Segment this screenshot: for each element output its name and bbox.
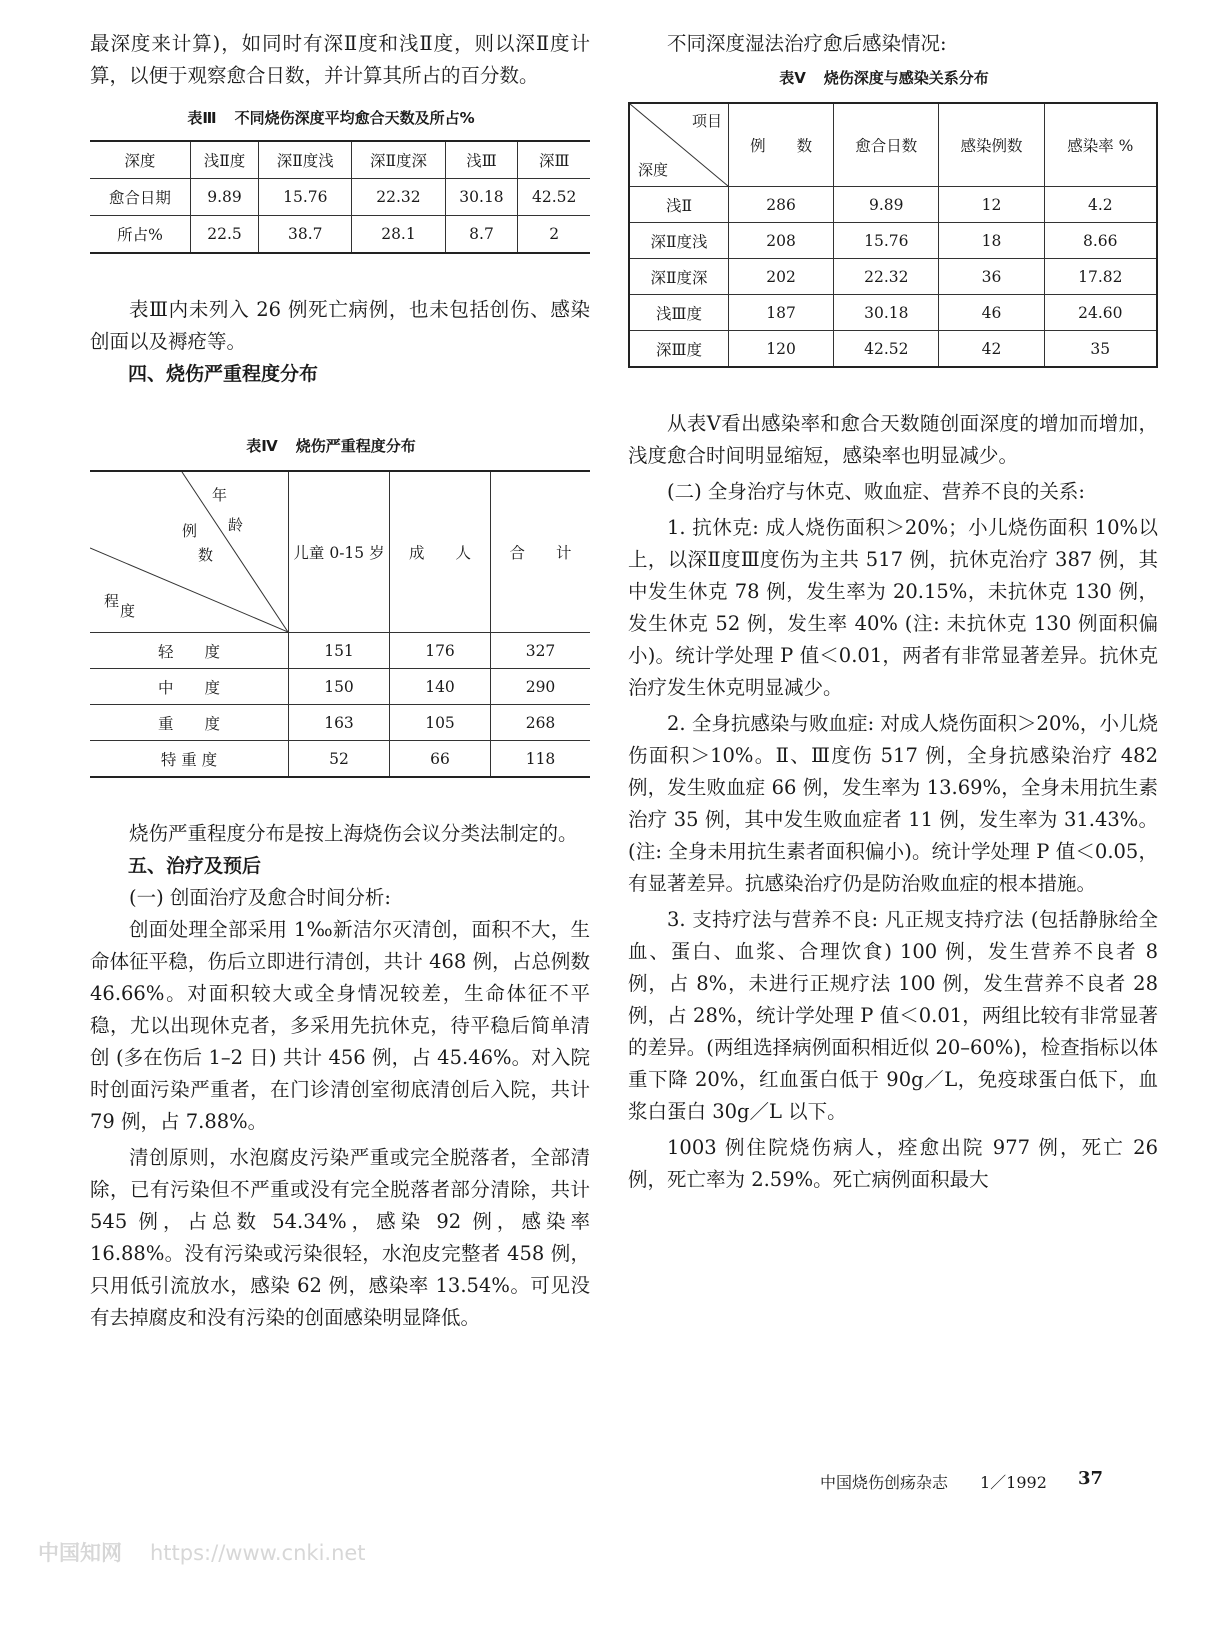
table-cell: 轻 度 <box>90 633 289 669</box>
table-cell: 18 <box>939 223 1044 259</box>
table-cell: 浅Ⅱ <box>629 187 729 223</box>
table-cell: 8.66 <box>1044 223 1157 259</box>
table-header-row <box>90 141 590 179</box>
paragraph: 3. 支持疗法与营养不良: 凡正规支持疗法 (包括静脉给全血、蛋白、血浆、合理饮食) 100 例，发生营养不良者 8 例，占 8%，未进行正规疗法 100 例，发生营养不良者 28 例，占 28%，统计学处理 P 值＜0.01，两组比较有非常显著的差异。(两组选择病例面积相近似 20–60%)，检查指标以体重下降 20%，红血蛋白低于 90g／L，免疫球蛋白低下，血浆白蛋白 30g／L 以下。 <box>628 908 1158 1123</box>
table-cell: 深Ⅲ度 <box>629 331 729 368</box>
diag-label: 深度 <box>638 161 669 179</box>
table-cell: 8.7 <box>445 216 518 254</box>
table-header-cell: 深度 <box>124 152 156 170</box>
table-row <box>90 741 590 778</box>
table-cell: 15.76 <box>259 179 352 216</box>
table-cell: 268 <box>491 705 591 741</box>
table-row <box>629 295 1157 331</box>
table-cell: 187 <box>729 295 834 331</box>
table5 <box>628 102 1158 368</box>
table-cell: 118 <box>491 741 591 778</box>
table-cell: 15.76 <box>834 223 939 259</box>
table-cell: 4.2 <box>1044 187 1157 223</box>
table-cell: 36 <box>939 259 1044 295</box>
table3 <box>90 140 590 254</box>
diag-label: 龄 <box>228 516 244 534</box>
table-row <box>629 259 1157 295</box>
table-header-cell: 浅Ⅱ度 <box>190 141 258 179</box>
table-row <box>629 187 1157 223</box>
diag-label: 例 <box>182 522 198 540</box>
paragraph: 不同深度湿法治疗愈后感染情况: <box>667 32 947 55</box>
table-cell: 重 度 <box>90 705 289 741</box>
table4-label: 表Ⅳ <box>246 437 278 455</box>
table-cell: 208 <box>729 223 834 259</box>
table-cell: 38.7 <box>259 216 352 254</box>
table-header-cell: 浅Ⅲ <box>445 141 518 179</box>
table-cell: 202 <box>729 259 834 295</box>
section-heading-5: 五、治疗及预后 <box>128 855 262 877</box>
table-header-cell: 深Ⅲ <box>518 141 590 179</box>
table4-caption <box>90 430 590 462</box>
table-cell: 浅Ⅲ度 <box>629 295 729 331</box>
table-cell: 22.5 <box>190 216 258 254</box>
table-cell: 22.32 <box>834 259 939 295</box>
table-cell: 深Ⅱ度浅 <box>629 223 729 259</box>
diagonal-header-cell <box>90 471 289 633</box>
table-cell: 46 <box>939 295 1044 331</box>
table3-title: 不同烧伤深度平均愈合天数及所占% <box>234 109 475 127</box>
left-column <box>90 28 590 1334</box>
diag-label: 项目 <box>691 112 722 130</box>
diag-label: 程 <box>104 592 120 610</box>
table5-label: 表Ⅴ <box>779 69 806 87</box>
table-cell: 17.82 <box>1044 259 1157 295</box>
table-cell: 42.52 <box>518 179 590 216</box>
table-cell: 105 <box>390 705 491 741</box>
table-cell: 286 <box>729 187 834 223</box>
table5-caption <box>628 62 1158 94</box>
table-cell: 22.32 <box>352 179 445 216</box>
table-cell: 327 <box>491 633 591 669</box>
table-cell: 特 重 度 <box>90 741 289 778</box>
table-header-row <box>90 471 590 633</box>
table-cell: 66 <box>390 741 491 778</box>
table-cell: 120 <box>729 331 834 368</box>
table-cell: 中 度 <box>90 669 289 705</box>
table-row <box>90 216 590 254</box>
table-cell: 140 <box>390 669 491 705</box>
paragraph: 1003 例住院烧伤病人，痊愈出院 977 例，死亡 26 例，死亡率为 2.59%。死亡病例面积最大 <box>628 1136 1158 1191</box>
table-cell: 42.52 <box>834 331 939 368</box>
table-cell: 35 <box>1044 331 1157 368</box>
table-header-cell: 合 计 <box>491 471 591 633</box>
table-header-cell: 愈合日数 <box>834 103 939 187</box>
table-cell: 30.18 <box>834 295 939 331</box>
table-cell: 163 <box>289 705 390 741</box>
watermark-site: 中国知网 <box>38 1541 122 1565</box>
table-cell: 52 <box>289 741 390 778</box>
diag-label: 数 <box>198 546 214 564</box>
table-header-row <box>629 103 1157 187</box>
table-cell: 愈合日期 <box>90 179 190 216</box>
diag-label: 年 <box>212 486 228 504</box>
journal-footer: 中国烧伤创疡杂志 1／1992 <box>820 1473 1047 1492</box>
watermark-url: https://www.cnki.net <box>150 1541 366 1565</box>
table-header-cell: 例 数 <box>729 103 834 187</box>
paragraph: 表Ⅲ内未列入 26 例死亡病例，也未包括创伤、感染创面以及褥疮等。 <box>90 298 590 353</box>
table-header-cell: 深Ⅱ度深 <box>352 141 445 179</box>
table-cell: 28.1 <box>352 216 445 254</box>
table-cell: 30.18 <box>445 179 518 216</box>
table-header-cell: 成 人 <box>390 471 491 633</box>
diagonal-header-cell <box>629 103 729 187</box>
table-cell: 150 <box>289 669 390 705</box>
table-header-cell: 感染例数 <box>939 103 1044 187</box>
table-header-cell: 儿童 0-15 岁 <box>289 471 390 633</box>
table-row <box>90 669 590 705</box>
paragraph: 烧伤严重程度分布是按上海烧伤会议分类法制定的。 <box>129 822 578 845</box>
table-row <box>629 331 1157 368</box>
table-cell: 290 <box>491 669 591 705</box>
table-header-cell: 深Ⅱ度浅 <box>259 141 352 179</box>
table-row <box>90 705 590 741</box>
table3-label: 表Ⅲ <box>187 109 217 127</box>
table-cell: 151 <box>289 633 390 669</box>
table3-caption <box>90 102 590 134</box>
table-cell: 24.60 <box>1044 295 1157 331</box>
table-cell: 所占% <box>90 216 190 254</box>
table-cell: 9.89 <box>190 179 258 216</box>
table-row <box>629 223 1157 259</box>
watermark <box>38 1537 366 1567</box>
table-row <box>90 633 590 669</box>
table-cell: 176 <box>390 633 491 669</box>
paragraph: 创面处理全部采用 1‰新洁尔灭清创，面积不大，生命体征平稳，伤后立即进行清创，共计 468 例，占总例数 46.66%。对面积较大或全身情况较差，生命体征不平稳，尤以出现休克者，多采用先抗休克，待平稳后简单清创 (多在伤后 1–2 日) 共计 456 例，占 45.46%。对入院时创面污染严重者，在门诊清创室彻底清创后入院，共计 79 例，占 7.88%。 <box>90 918 590 1133</box>
table-header-cell: 感染率 % <box>1044 103 1157 187</box>
table-cell: 12 <box>939 187 1044 223</box>
paragraph: (二) 全身治疗与休克、败血症、营养不良的关系: <box>667 480 1085 503</box>
table5-title: 烧伤深度与感染关系分布 <box>823 69 989 87</box>
table4-title: 烧伤严重程度分布 <box>295 437 416 455</box>
diag-label: 度 <box>120 602 136 620</box>
table4 <box>90 470 590 778</box>
paragraph: 清创原则，水泡腐皮污染严重或完全脱落者，全部清除，已有污染但不严重或没有完全脱落者部分清除，共计 545 例，占总数 54.34%，感染 92 例，感染率 16.88%。没有污染或污染很轻，水泡皮完整者 458 例，只用低引流放水，感染 62 例，感染率 13.54%。可见没有去掉腐皮和没有污染的创面感染明显降低。 <box>90 1146 590 1329</box>
paragraph: 2. 全身抗感染与败血症: 对成人烧伤面积＞20%，小儿烧伤面积＞10%。Ⅱ、Ⅲ度伤 517 例，全身抗感染治疗 482 例，发生败血症 66 例，发生率为 13.69%，全身未用抗生素治疗 35 例，其中发生败血症者 11 例，发生率为 31.43%。(注: 全身未用抗生素者面积偏小)。统计学处理 P 值＜0.05，有显著差异。抗感染治疗仍是防治败血症的根本措施。 <box>628 712 1158 895</box>
subheading: (一) 创面治疗及愈合时间分析: <box>129 886 391 909</box>
table-cell: 2 <box>518 216 590 254</box>
table-row <box>90 179 590 216</box>
page-number: 37 <box>1078 1468 1104 1489</box>
table-cell: 9.89 <box>834 187 939 223</box>
right-column <box>628 28 1158 1196</box>
paragraph: 从表Ⅴ看出感染率和愈合天数随创面深度的增加而增加，浅度愈合时间明显缩短，感染率也明显减少。 <box>628 412 1158 467</box>
section-heading-4: 四、烧伤严重程度分布 <box>128 363 319 385</box>
paragraph-continued: 最深度来计算)，如同时有深Ⅱ度和浅Ⅱ度，则以深Ⅱ度计算，以便于观察愈合日数，并计算其所占的百分数。 <box>90 32 590 87</box>
table-cell: 深Ⅱ度深 <box>629 259 729 295</box>
table-cell: 42 <box>939 331 1044 368</box>
paragraph: 1. 抗休克: 成人烧伤面积＞20%；小儿烧伤面积 10%以上，以深Ⅱ度Ⅲ度伤为主共 517 例，抗休克治疗 387 例，其中发生休克 78 例，发生率为 20.15%，未抗休克 130 例，发生休克 52 例，发生率 40% (注: 未抗休克 130 例面积偏小)。统计学处理 P 值＜0.01，两者有非常显著差异。抗休克治疗发生休克明显减少。 <box>628 516 1158 699</box>
